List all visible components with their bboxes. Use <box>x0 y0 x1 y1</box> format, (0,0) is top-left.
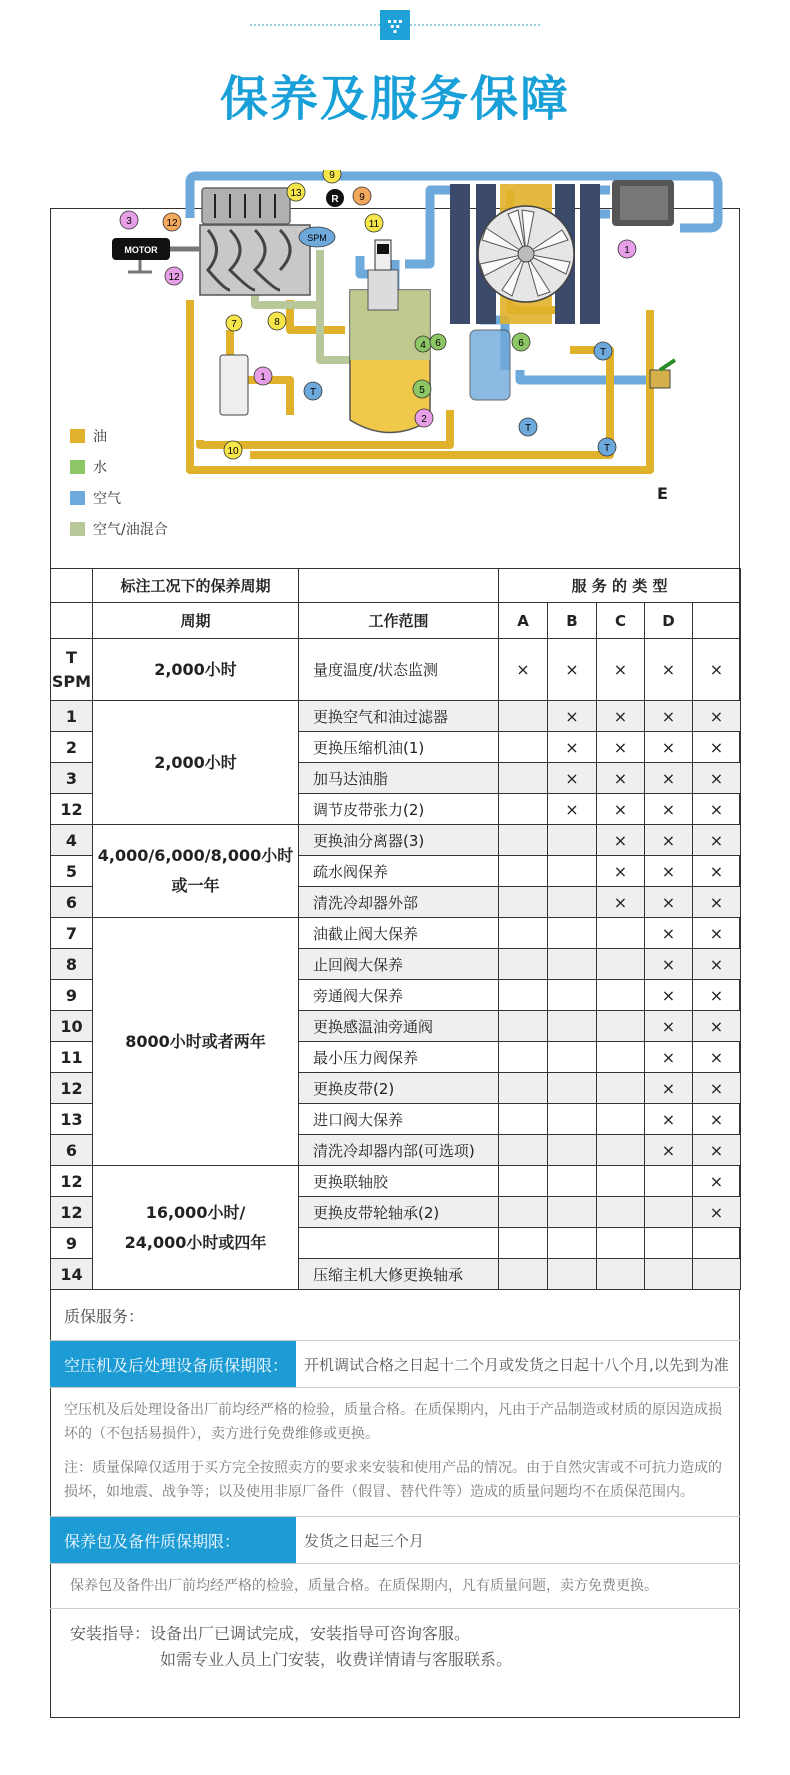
diagram-label-e: E <box>657 484 668 503</box>
empty-cell <box>548 1135 597 1166</box>
legend-swatch <box>70 522 85 536</box>
type-d-header: D <box>645 603 693 639</box>
legend-item-water <box>70 451 168 482</box>
mark-cell: × <box>645 1042 693 1073</box>
period-cell <box>93 1166 299 1290</box>
empty-cell <box>499 1011 548 1042</box>
legend-item-air <box>70 482 168 513</box>
mark-cell: × <box>597 887 645 918</box>
period-column-header: 周期 <box>93 603 299 639</box>
mark-cell: × <box>645 887 693 918</box>
legend-item-air-oil <box>70 513 168 544</box>
svg-text:11: 11 <box>368 219 380 230</box>
page-title: 保养及服务保障 <box>219 71 570 127</box>
svg-text:T: T <box>599 347 607 358</box>
mark-cell: × <box>645 949 693 980</box>
empty-cell <box>499 732 548 763</box>
table-row <box>51 825 741 856</box>
period-title-header: 标注工况下的保养周期 <box>93 569 299 603</box>
row-number: 13 <box>51 1104 93 1135</box>
mark-cell: × <box>693 1042 741 1073</box>
empty-cell <box>597 918 645 949</box>
mark-cell: × <box>499 639 548 701</box>
work-cell: 加马达油脂 <box>299 763 499 794</box>
svg-text:2: 2 <box>421 414 427 425</box>
svg-text:4: 4 <box>420 340 426 351</box>
work-cell: 压缩主机大修更换轴承 <box>299 1259 499 1290</box>
work-cell: 更换压缩机油(1) <box>299 732 499 763</box>
mark-cell: × <box>548 794 597 825</box>
install-guide-line: 安装指导：设备出厂已调试完成，安装指导可咨询客服。 <box>70 1624 471 1643</box>
svg-text:T: T <box>309 387 317 398</box>
empty-cell <box>597 1197 645 1228</box>
empty-cell <box>548 1228 597 1259</box>
empty-cell <box>499 1042 548 1073</box>
empty-cell <box>693 1228 741 1259</box>
mark-cell: × <box>693 732 741 763</box>
row-number: 12 <box>51 794 93 825</box>
compressor-warranty-bar <box>50 1340 740 1388</box>
empty-cell <box>548 980 597 1011</box>
mark-cell: × <box>693 1135 741 1166</box>
mark-cell: × <box>693 825 741 856</box>
mark-cell: × <box>597 701 645 732</box>
compressor-warranty-key: 空压机及后处理设备质保期限： <box>50 1341 296 1387</box>
mark-cell: × <box>693 980 741 1011</box>
row-number: 10 <box>51 1011 93 1042</box>
empty-cell <box>597 949 645 980</box>
work-cell: 进口阀大保养 <box>299 1104 499 1135</box>
mark-cell: × <box>693 1197 741 1228</box>
empty-cell <box>597 980 645 1011</box>
period-cell: 8000小时或者两年 <box>93 918 299 1166</box>
work-cell: 最小压力阀保养 <box>299 1042 499 1073</box>
svg-text:9: 9 <box>329 170 335 181</box>
svg-text:R: R <box>331 194 339 205</box>
period-line: 24,000小时或四年 <box>124 1232 267 1252</box>
empty-cell <box>597 1011 645 1042</box>
table-row <box>51 701 741 732</box>
mark-cell: × <box>597 856 645 887</box>
row-number: 14 <box>51 1259 93 1290</box>
mark-cell: × <box>693 1011 741 1042</box>
work-cell: 更换油分离器(3) <box>299 825 499 856</box>
mark-cell: × <box>597 639 645 701</box>
compressor-warranty-text: 空压机及后处理设备出厂前均经严格的检验，质量合格。在质保期内，凡由于产品制造或材质的原因造成损坏的（不包括易损件），卖方进行免费维修或更换。 <box>64 1402 722 1442</box>
type-c-header: C <box>597 603 645 639</box>
warranty-note-text: 注：质量保障仅适用于买方完全按照卖方的要求来安装和使用产品的情况。由于自然灾害或不可抗力造成的损坏，如地震、战争等；以及使用非原厂备件（假冒、替代件等）造成的质量问题均不在质保范围内。 <box>64 1460 722 1500</box>
parts-warranty-text: 保养包及备件出厂前均经严格的检验，质量合格。在质保期内，凡有质量问题，卖方免费更换。 <box>70 1578 658 1594</box>
work-cell: 清洗冷却器内部(可选项) <box>299 1135 499 1166</box>
empty-cell <box>499 1166 548 1197</box>
warranty-section <box>50 1282 740 1673</box>
legend-swatch <box>70 429 85 443</box>
work-cell: 更换联轴胶 <box>299 1166 499 1197</box>
empty-cell <box>499 918 548 949</box>
legend-label: 油 <box>93 428 107 445</box>
work-column-header: 工作范围 <box>299 603 499 639</box>
mark-cell: × <box>693 856 741 887</box>
empty-cell <box>645 1166 693 1197</box>
empty-cell <box>499 980 548 1011</box>
compressor-warranty-value: 开机调试合格之日起十二个月或发货之日起十八个月,以先到为准 <box>304 1355 729 1374</box>
mark-cell: × <box>645 980 693 1011</box>
empty-cell <box>645 1228 693 1259</box>
row-number: 11 <box>51 1042 93 1073</box>
parts-warranty-bar <box>50 1516 740 1564</box>
mark-cell: × <box>645 825 693 856</box>
work-cell: 更换皮带(2) <box>299 1073 499 1104</box>
row-number: 6 <box>51 887 93 918</box>
empty-cell <box>597 1042 645 1073</box>
period-line: 16,000小时/ <box>145 1202 246 1222</box>
empty-cell <box>548 1166 597 1197</box>
legend-swatch <box>70 491 85 505</box>
mark-cell: × <box>693 949 741 980</box>
row-number: 7 <box>51 918 93 949</box>
empty-cell <box>548 825 597 856</box>
empty-cell <box>499 794 548 825</box>
svg-text:5: 5 <box>419 385 425 396</box>
mark-cell: × <box>645 701 693 732</box>
period-line: 4,000/6,000/8,000小时 <box>97 846 294 865</box>
row-number <box>51 639 93 701</box>
row-number: 12 <box>51 1073 93 1104</box>
period-cell: 2,000小时 <box>93 701 299 825</box>
mark-cell: × <box>597 794 645 825</box>
work-cell: 止回阀大保养 <box>299 949 499 980</box>
svg-text:3: 3 <box>126 216 132 227</box>
mark-cell: × <box>548 639 597 701</box>
empty-cell <box>499 856 548 887</box>
mark-cell: × <box>693 639 741 701</box>
mark-cell: × <box>693 918 741 949</box>
mark-cell: × <box>597 763 645 794</box>
empty-cell <box>499 1135 548 1166</box>
empty-cell <box>499 1104 548 1135</box>
empty-cell <box>548 949 597 980</box>
svg-text:10: 10 <box>227 446 239 457</box>
svg-text:1: 1 <box>260 372 266 383</box>
empty-cell <box>548 1042 597 1073</box>
empty-cell <box>597 1104 645 1135</box>
row-number: 12 <box>51 1166 93 1197</box>
mark-cell: × <box>693 1104 741 1135</box>
empty-cell <box>597 1166 645 1197</box>
empty-cell <box>548 856 597 887</box>
empty-cell <box>548 918 597 949</box>
period-cell <box>93 825 299 918</box>
legend-item-oil <box>70 420 168 451</box>
period-line: 或一年 <box>171 876 220 895</box>
table-row <box>51 918 741 949</box>
empty-cell <box>548 887 597 918</box>
row-number: 9 <box>51 1228 93 1259</box>
mark-cell: × <box>645 856 693 887</box>
empty-cell <box>499 1228 548 1259</box>
svg-text:12: 12 <box>168 272 180 283</box>
header-ornament <box>0 10 790 40</box>
mark-cell: × <box>548 732 597 763</box>
row-number: 12 <box>51 1197 93 1228</box>
empty-cell <box>499 1197 548 1228</box>
svg-text:6: 6 <box>435 338 441 349</box>
table-corner-cell <box>51 569 93 603</box>
svg-text:MOTOR: MOTOR <box>124 245 158 255</box>
empty-cell <box>597 1228 645 1259</box>
row-number: 2 <box>51 732 93 763</box>
empty-cell <box>548 1011 597 1042</box>
row-number: 4 <box>51 825 93 856</box>
empty-cell <box>499 763 548 794</box>
mark-cell: × <box>693 763 741 794</box>
empty-cell <box>548 1073 597 1104</box>
mark-cell: × <box>645 1104 693 1135</box>
work-cell: 量度温度/状态监测 <box>299 639 499 701</box>
empty-cell <box>548 1104 597 1135</box>
service-types-header: 服 务 的 类 型 <box>499 569 741 603</box>
mark-cell: × <box>645 763 693 794</box>
legend-swatch <box>70 460 85 474</box>
mark-cell: × <box>645 1135 693 1166</box>
svg-text:T: T <box>603 443 611 454</box>
work-cell: 油截止阀大保养 <box>299 918 499 949</box>
empty-cell <box>597 1135 645 1166</box>
parts-warranty-key: 保养包及备件质保期限： <box>50 1517 296 1563</box>
work-cell: 调节皮带张力(2) <box>299 794 499 825</box>
type-a-header: A <box>499 603 548 639</box>
svg-text:SPM: SPM <box>307 233 327 243</box>
empty-cell <box>499 825 548 856</box>
row-number-t: T <box>66 647 77 667</box>
row-number: 3 <box>51 763 93 794</box>
mark-cell: × <box>693 701 741 732</box>
legend-label: 空气 <box>93 490 121 507</box>
work-cell: 更换皮带轮轴承(2) <box>299 1197 499 1228</box>
row-number: 5 <box>51 856 93 887</box>
mark-cell: × <box>645 1011 693 1042</box>
install-guide <box>50 1608 740 1673</box>
empty-cell <box>597 1073 645 1104</box>
mark-cell: × <box>597 732 645 763</box>
table-blank-header <box>299 569 499 603</box>
empty-cell <box>499 701 548 732</box>
chevron-badge-icon <box>380 10 410 40</box>
mark-cell: × <box>645 732 693 763</box>
dotted-line-right <box>410 24 540 26</box>
empty-cell <box>499 949 548 980</box>
maintenance-schedule-table <box>50 568 741 1290</box>
warranty-section-label: 质保服务： <box>64 1307 145 1326</box>
work-cell: 更换感温油旁通阀 <box>299 1011 499 1042</box>
mark-cell: × <box>645 1073 693 1104</box>
svg-text:12: 12 <box>166 218 178 229</box>
empty-cell <box>499 1073 548 1104</box>
empty-cell <box>499 887 548 918</box>
work-cell: 疏水阀保养 <box>299 856 499 887</box>
mark-cell: × <box>597 825 645 856</box>
install-guide-line: 如需专业人员上门安装，收费详情请与客服联系。 <box>160 1650 513 1669</box>
mark-cell: × <box>693 1073 741 1104</box>
legend-label: 水 <box>93 459 107 476</box>
mark-cell: × <box>645 794 693 825</box>
row-number: 1 <box>51 701 93 732</box>
empty-cell <box>548 1197 597 1228</box>
work-cell: 旁通阀大保养 <box>299 980 499 1011</box>
svg-text:9: 9 <box>359 192 365 203</box>
table-row <box>51 1166 741 1197</box>
row-number: 6 <box>51 1135 93 1166</box>
svg-text:8: 8 <box>274 317 280 328</box>
row-number: 8 <box>51 949 93 980</box>
dotted-line-left <box>250 24 380 26</box>
work-cell: 更换空气和油过滤器 <box>299 701 499 732</box>
row-number: 9 <box>51 980 93 1011</box>
mark-cell: × <box>693 887 741 918</box>
work-cell: 清洗冷却器外部 <box>299 887 499 918</box>
mark-cell: × <box>693 1166 741 1197</box>
diagram-legend <box>70 420 168 544</box>
mark-cell: × <box>645 639 693 701</box>
mark-cell: × <box>548 763 597 794</box>
period-cell: 2,000小时 <box>93 639 299 701</box>
row-number-spm: SPM <box>51 671 92 691</box>
svg-text:T: T <box>524 423 532 434</box>
svg-text:7: 7 <box>231 319 237 330</box>
legend-label: 空气/油混合 <box>93 521 168 538</box>
svg-text:13: 13 <box>290 188 302 199</box>
type-e-header <box>693 603 741 639</box>
mark-cell: × <box>548 701 597 732</box>
parts-warranty-value: 发货之日起三个月 <box>304 1531 425 1550</box>
type-b-header: B <box>548 603 597 639</box>
empty-cell <box>645 1197 693 1228</box>
mark-cell: × <box>645 918 693 949</box>
svg-text:1: 1 <box>624 245 630 256</box>
mark-cell: × <box>693 794 741 825</box>
work-cell <box>299 1228 499 1259</box>
svg-text:6: 6 <box>518 338 524 349</box>
table-corner-cell <box>51 603 93 639</box>
